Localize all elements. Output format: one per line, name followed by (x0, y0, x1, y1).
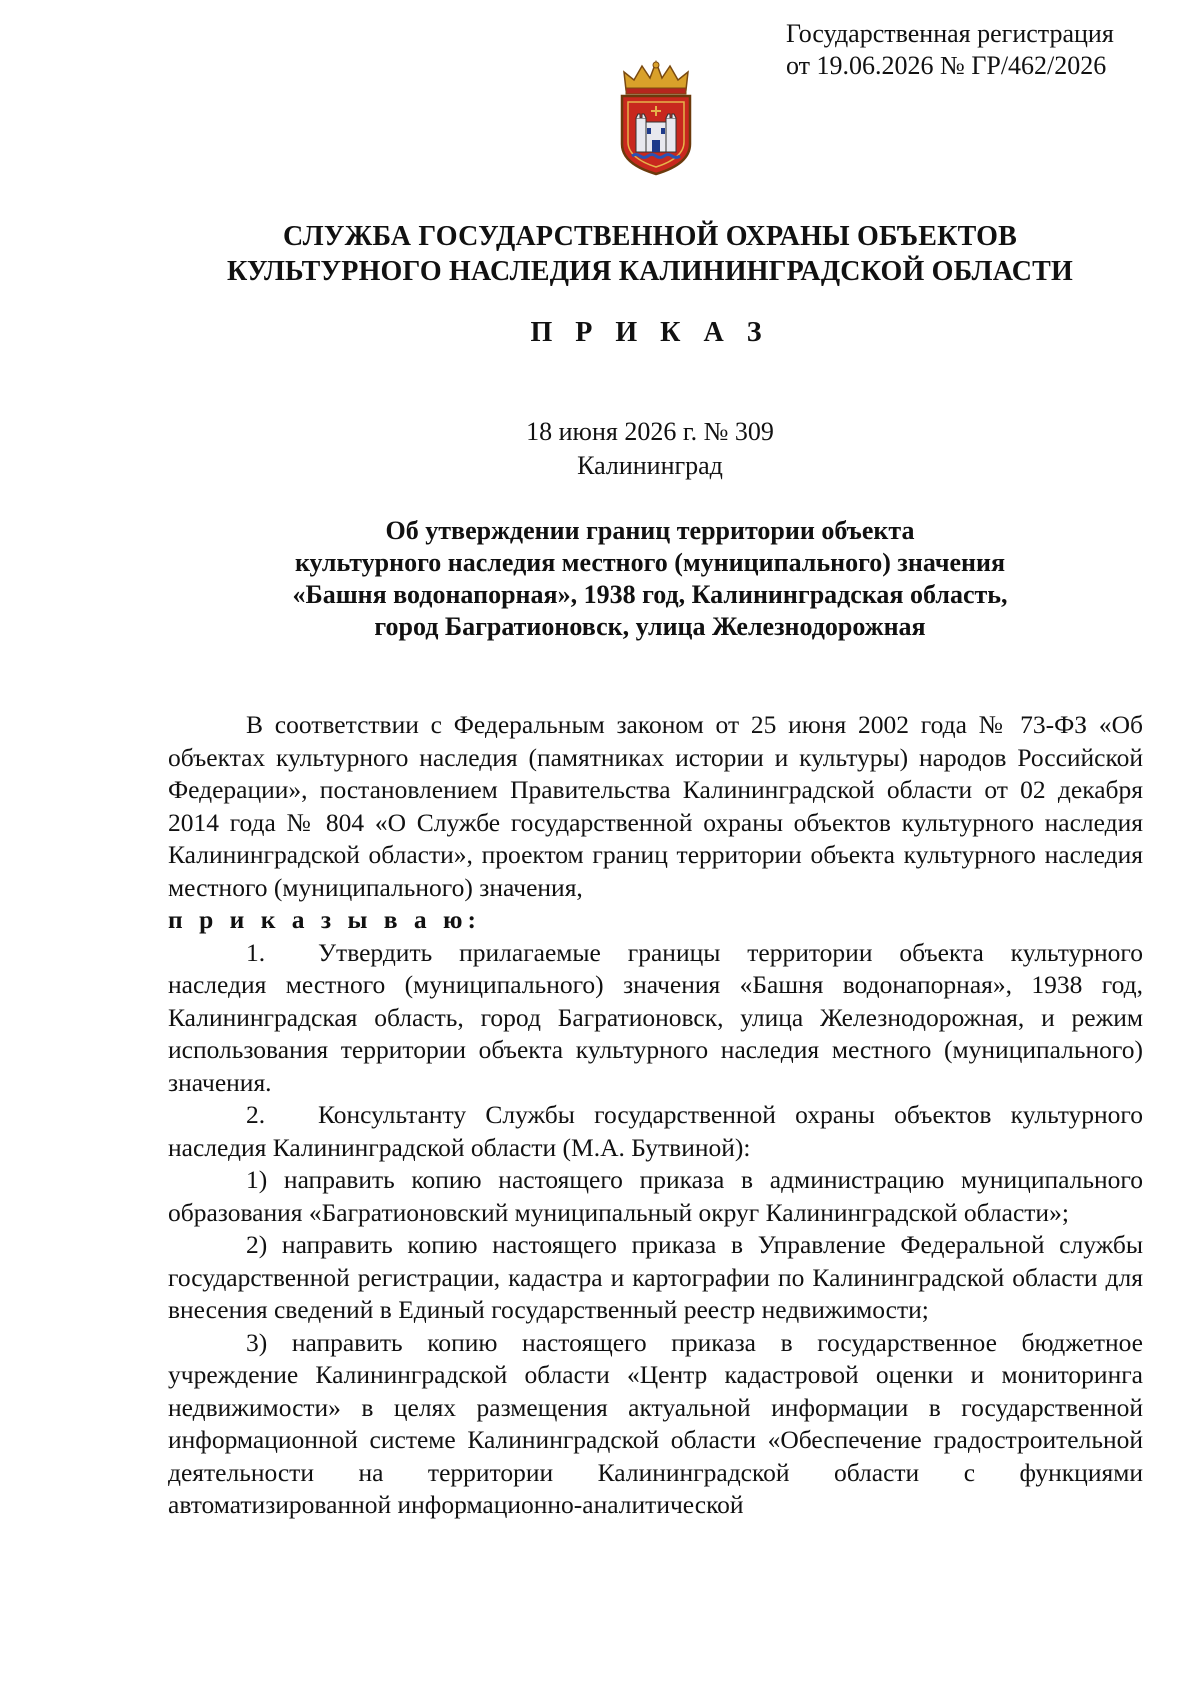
subitem-3-paragraph: 3) направить копию настоящего приказа в государственное бюджетное учреждение Калининградской области «Центр кадастровой оценки и мониторинга недвижимости» в целях размещения актуальной информации в государственной информационной системе Калининградской области «Обеспечение градостроительной деятельности на территории Калининградской области с функциями автоматизированной информационно-аналитической (168, 1327, 1143, 1519)
preamble-paragraph (168, 709, 1143, 904)
registration-stamp (786, 18, 1114, 82)
subitem-2-paragraph: 2) направить копию настоящего приказа в Управление Федеральной службы государственной регистрации, кадастра и картографии по Калининградской области для внесения сведений в Единый государственный реестр недвижимости; (168, 1230, 1143, 1324)
order-verb: п р и к а з ы в а ю: (168, 905, 482, 934)
registration-line-1: Государственная регистрация (786, 19, 1114, 48)
item-2-paragraph (168, 1099, 1143, 1164)
agency-title (150, 219, 1150, 289)
order-subject (150, 515, 1150, 643)
item-1-paragraph (168, 937, 1143, 1100)
subitem-1-paragraph: 1) направить копию настоящего приказа в администрацию муниципального образования «Багратионовский муниципальный округ Калининградской области»; (168, 1165, 1143, 1227)
subject-line-4: город Багратионовск, улица Железнодорожная (374, 612, 926, 641)
subject-line-2: культурного наследия местного (муниципального) значения (294, 548, 1006, 577)
order-date-number: 18 июня 2026 г. № 309 (526, 417, 774, 446)
subject-line-3: «Башня водонапорная», 1938 год, Калининградская область, (292, 580, 1008, 609)
order-city: Калининград (577, 451, 723, 480)
kaliningrad-coat-of-arms-icon (614, 60, 698, 176)
item-1-number: 1. (246, 937, 266, 967)
item-1-text: Утвердить прилагаемые границы территории объекта культурного наследия местного (муниципального) значения «Башня водонапорная», 1938 год, Калининградская область, город Багратионовск, улица Железнодорожная, и режим использования территории объекта культурного наследия местного (муниципального) значения. (168, 937, 1143, 1097)
order-body (168, 709, 1143, 1522)
item-2-text: Консультанту Службы государственной охраны объектов культурного наследия Калининградской области (М.А. Бутвиной): (168, 1100, 1143, 1162)
document-type-heading: П Р И К А З (530, 317, 770, 348)
registration-line-2: от 19.06.2026 № ГР/462/2026 (786, 51, 1107, 80)
date-number-block (150, 415, 1150, 483)
agency-title-line-2: КУЛЬТУРНОГО НАСЛЕДИЯ КАЛИНИНГРАДСКОЙ ОБЛАСТИ (226, 256, 1074, 287)
preamble-text: В соответствии с Федеральным законом от 25 июня 2002 года № 73-ФЗ «Об объектах культурного наследия (памятниках истории и культуры) народов Российской Федерации», постановлением Правительства Калининградской области от 02 декабря 2014 года № 804 «О Службе государственной охраны объектов культурного наследия Калининградской области», проектом границ территории объекта культурного наследия местного (муниципального) значения, (168, 710, 1143, 902)
subject-line-1: Об утверждении границ территории объекта (385, 516, 915, 545)
order-verb-paragraph (168, 904, 1143, 937)
agency-title-line-1: СЛУЖБА ГОСУДАРСТВЕННОЙ ОХРАНЫ ОБЪЕКТОВ (283, 221, 1017, 252)
item-2-number: 2. (246, 1100, 266, 1129)
